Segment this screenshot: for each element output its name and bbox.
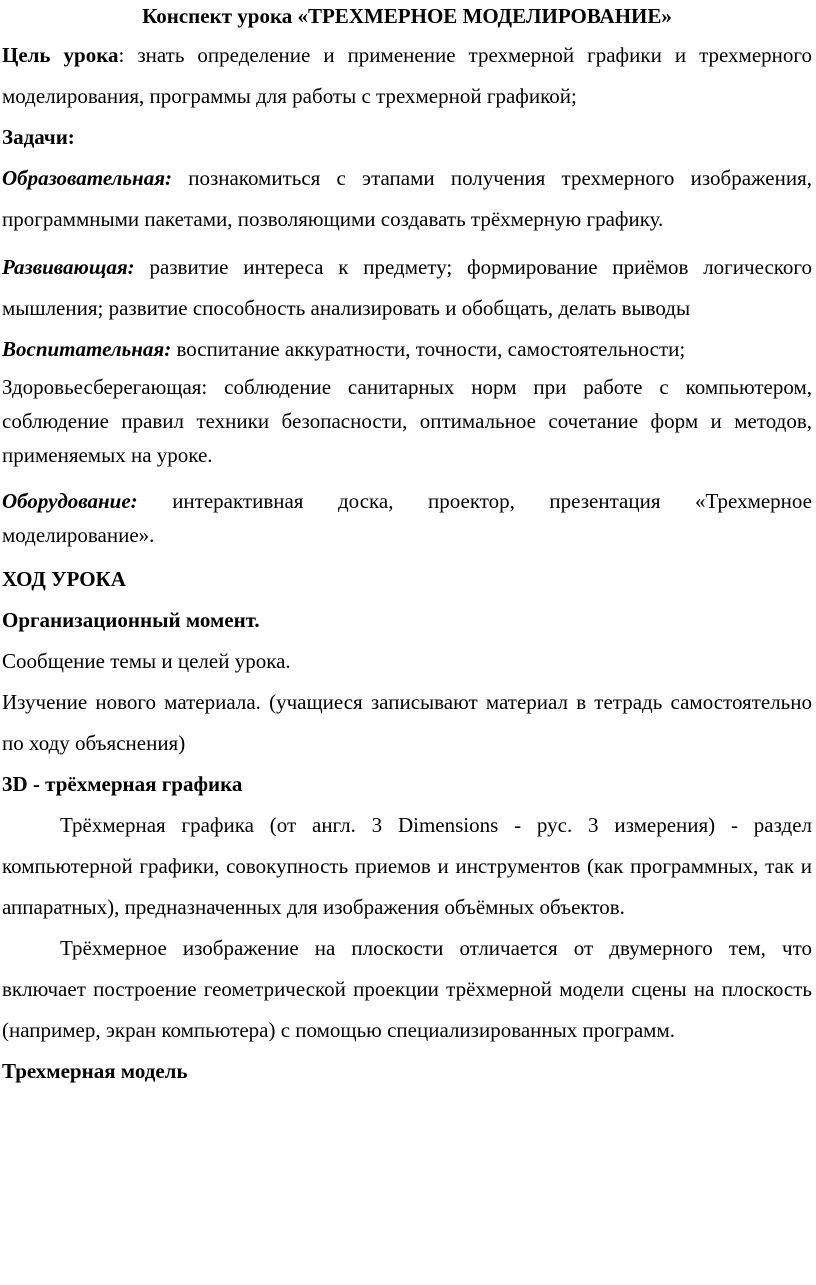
paragraph-3d-definition: Трёхмерная графика (от англ. 3 Dimensions - рус. 3 измерения) - раздел компьютерной графики, совокупность приемов и инструментов (как программных, так и аппаратных), предназначенных для изображения объёмных объектов.	[2, 813, 812, 919]
task-health: Здоровьесберегающая: соблюдение санитарных норм при работе с компьютером, соблюдение правил техники безопасности, оптимальное сочетание форм и методов, применяемых на уроке.	[2, 375, 812, 467]
new-material: Изучение нового материала. (учащиеся записывают материал в тетрадь самостоятельно по ходу объяснения)	[2, 690, 812, 755]
upbringing-label: Воспитательная:	[2, 337, 172, 361]
educational-label: Образовательная:	[2, 166, 172, 190]
section-model-heading: Трехмерная модель	[2, 1059, 188, 1083]
paragraph-3d-image: Трёхмерное изображение на плоскости отличается от двумерного тем, что включает построение геометрической проекции трёхмерной модели сцены на плоскость (например, экран компьютера) с помощью специализированных программ.	[2, 936, 812, 1042]
org-moment-heading: Организационный момент.	[2, 608, 260, 632]
equipment-label: Оборудование:	[2, 489, 138, 513]
tasks-heading: Задачи:	[2, 125, 75, 149]
upbringing-text: воспитание аккуратности, точности, самостоятельности;	[171, 337, 686, 361]
section-3d-heading: 3D - трёхмерная графика	[2, 772, 243, 796]
page-title: Конспект урока «ТРЕХМЕРНОЕ МОДЕЛИРОВАНИЕ»	[142, 4, 672, 28]
lesson-goal	[2, 35, 812, 117]
lesson-progress-heading: ХОД УРОКА	[2, 567, 126, 591]
document-page	[0, 4, 816, 1285]
goal-text: : знать определение и применение трехмерной графики и трехмерного моделирования, программы для работы с трехмерной графикой;	[2, 43, 812, 108]
goal-label: Цель урока	[2, 43, 119, 67]
equipment-text: интерактивная доска, проектор, презентация «Трехмерное моделирование».	[2, 489, 812, 547]
task-developing	[2, 247, 812, 329]
educational-text: познакомиться с этапами получения трехмерного изображения, программными пакетами, позволяющими создавать трёхмерную графику.	[2, 166, 812, 231]
topic-message: Сообщение темы и целей урока.	[2, 649, 291, 673]
task-upbringing	[2, 329, 812, 370]
developing-label: Развивающая:	[2, 255, 135, 279]
equipment	[2, 484, 812, 552]
task-educational	[2, 158, 812, 240]
developing-text: развитие интереса к предмету; формирование приёмов логического мышления; развитие способность анализировать и обобщать, делать выводы	[2, 255, 812, 320]
